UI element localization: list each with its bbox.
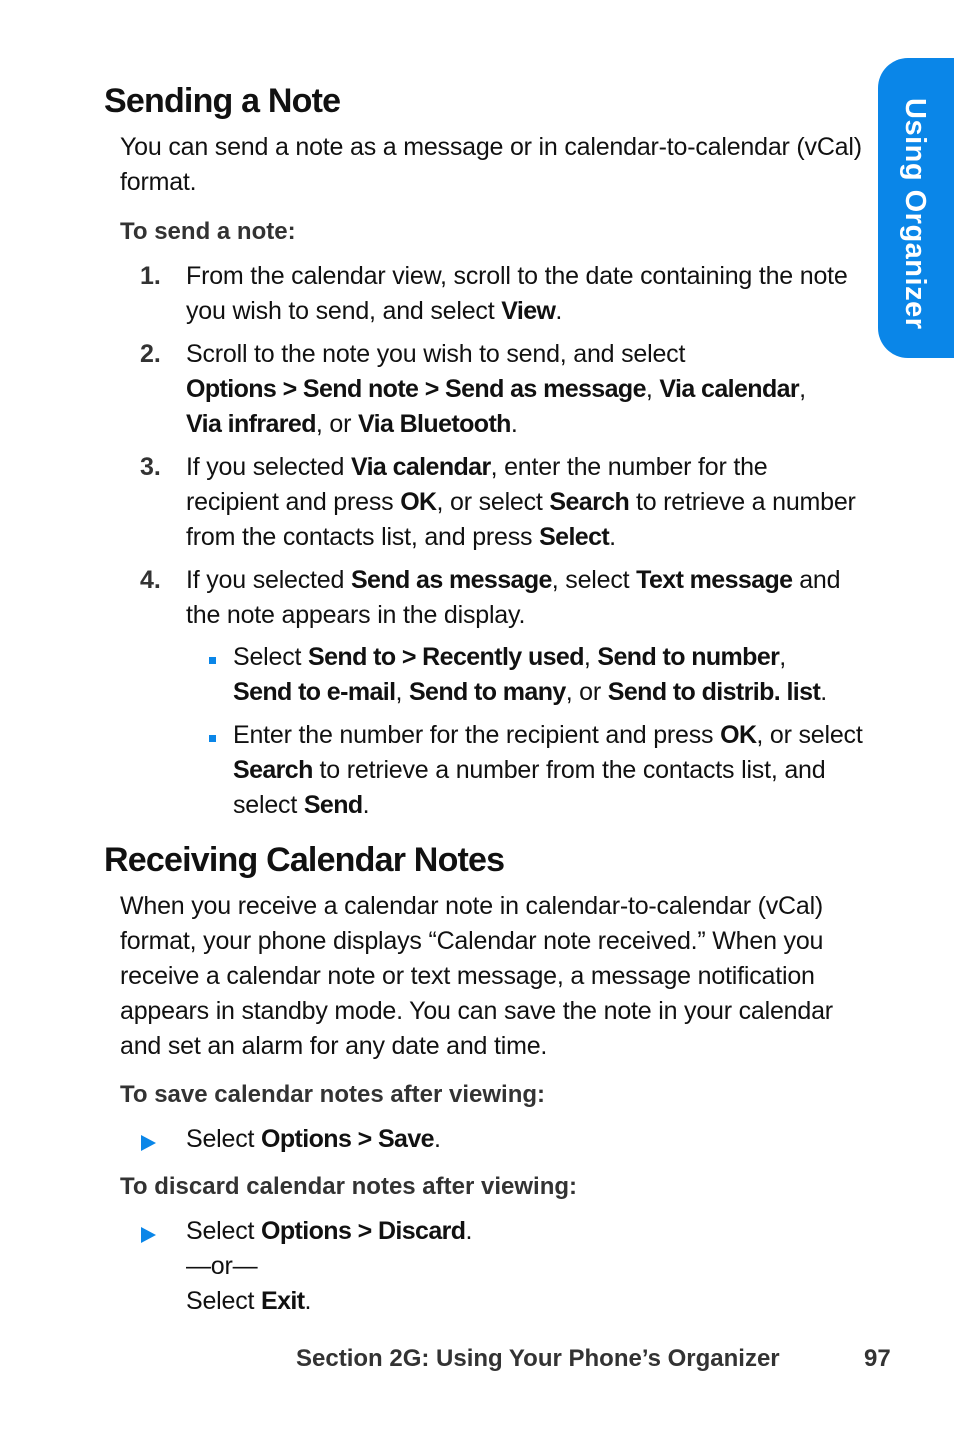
step-text: Scroll to the note you wish to send, and select xyxy=(186,340,686,368)
arrow-right-icon xyxy=(141,1227,156,1243)
save-subheading: To save calendar notes after viewing: xyxy=(120,1081,546,1108)
step-2 xyxy=(186,337,866,442)
bullet-text: Select xyxy=(233,643,309,671)
bullet-keyword: Send to > Recently used xyxy=(308,643,584,671)
bullet-text: , xyxy=(779,643,787,671)
footer-section-title: Section 2G: Using Your Phone’s Organizer xyxy=(296,1345,780,1372)
step-keyword: OK xyxy=(400,488,437,516)
step-text: . xyxy=(433,1125,441,1153)
side-tab-label: Using Organizer xyxy=(899,98,931,330)
step-text: . xyxy=(304,1287,312,1315)
step-text: to retrieve a number from the contacts list, and press xyxy=(186,488,856,551)
bullet-keyword: Search xyxy=(233,756,313,784)
step-keyword: View xyxy=(501,297,556,325)
step-text: . xyxy=(555,297,563,325)
step-text: Select xyxy=(186,1217,262,1245)
step-text: , xyxy=(645,375,660,403)
bullet-keyword: OK xyxy=(720,721,757,749)
step-keyword: Exit xyxy=(261,1287,305,1315)
step-text: . xyxy=(465,1217,473,1245)
step-keyword: Via calendar xyxy=(350,453,491,481)
step-number: 1. xyxy=(140,262,161,290)
step-3 xyxy=(186,450,866,555)
step-text: If you selected xyxy=(186,453,351,481)
step-text: If you selected xyxy=(186,566,351,594)
step-text: , select xyxy=(551,566,637,594)
arrow-right-icon xyxy=(141,1135,156,1151)
step-text: From the calendar view, scroll to the date containing the note you wish to send, and select xyxy=(186,262,848,325)
bullet-text: , xyxy=(583,643,598,671)
step-keyword: Send as message xyxy=(350,566,552,594)
step-number: 3. xyxy=(140,453,161,481)
page-number: 97 xyxy=(864,1345,891,1372)
step-number: 2. xyxy=(140,340,161,368)
step-text: , or xyxy=(315,410,358,438)
step-text: . xyxy=(609,523,616,551)
step-text: . xyxy=(510,410,518,438)
step-4 xyxy=(186,563,866,633)
step-number: 4. xyxy=(140,566,161,594)
bullet-text: , or xyxy=(565,678,608,706)
bullet-item-2 xyxy=(233,718,868,823)
step-keyword: Options > Discard xyxy=(261,1217,466,1245)
step-text: , or select xyxy=(436,488,550,516)
step-keyword: Via infrared xyxy=(186,410,316,438)
bullet-text: Enter the number for the recipient and press xyxy=(233,721,721,749)
bullet-text: , xyxy=(395,678,409,706)
bullet-text: , or select xyxy=(756,721,863,749)
step-keyword: Options > Save xyxy=(261,1125,434,1153)
save-step xyxy=(186,1122,866,1157)
bullet-text: . xyxy=(820,678,827,706)
section-title-receiving: Receiving Calendar Notes xyxy=(104,841,505,879)
section-title-sending: Sending a Note xyxy=(104,82,341,120)
step-text: , xyxy=(799,375,806,403)
step-keyword: Via Bluetooth xyxy=(357,410,511,438)
bullet-keyword: Send to many xyxy=(408,678,566,706)
bullet-item-1 xyxy=(233,640,868,710)
step-text: Select xyxy=(186,1287,262,1315)
step-keyword: Via calendar xyxy=(659,375,800,403)
step-keyword: Search xyxy=(549,488,630,516)
discard-subheading: To discard calendar notes after viewing: xyxy=(120,1173,578,1200)
bullet-text: . xyxy=(362,791,370,819)
sending-intro: You can send a note as a message or in calendar-to-calendar (vCal) format. xyxy=(120,133,862,196)
step-text: , enter the number for the recipient and press xyxy=(186,453,768,516)
bullet-square-icon xyxy=(209,657,216,664)
sending-subheading: To send a note: xyxy=(120,218,296,245)
bullet-square-icon xyxy=(209,735,216,742)
bullet-keyword: Send to e-mail xyxy=(233,678,396,706)
bullet-keyword: Send to number xyxy=(597,643,780,671)
bullet-keyword: Send xyxy=(303,791,363,819)
step-keyword: Options > Send note > Send as message xyxy=(186,375,646,403)
bullet-keyword: Send to distrib. list xyxy=(607,678,821,706)
bullet-text: to retrieve a number from the contacts list, and select xyxy=(233,756,826,819)
step-text: and the note appears in the display. xyxy=(186,566,841,629)
step-keyword: Text message xyxy=(636,566,793,594)
receiving-intro: When you receive a calendar note in calendar-to-calendar (vCal) format, your phone displays “Calendar note received.” When you receive a calendar note or text message, a message notification appears in standby mode. You can save the note in your calendar and set an alarm for any date and time. xyxy=(120,892,833,1060)
step-keyword: Select xyxy=(539,523,610,551)
step-text: Select xyxy=(186,1125,262,1153)
step-1 xyxy=(186,259,866,329)
or-separator: —or— xyxy=(186,1252,258,1280)
discard-step xyxy=(186,1214,866,1319)
